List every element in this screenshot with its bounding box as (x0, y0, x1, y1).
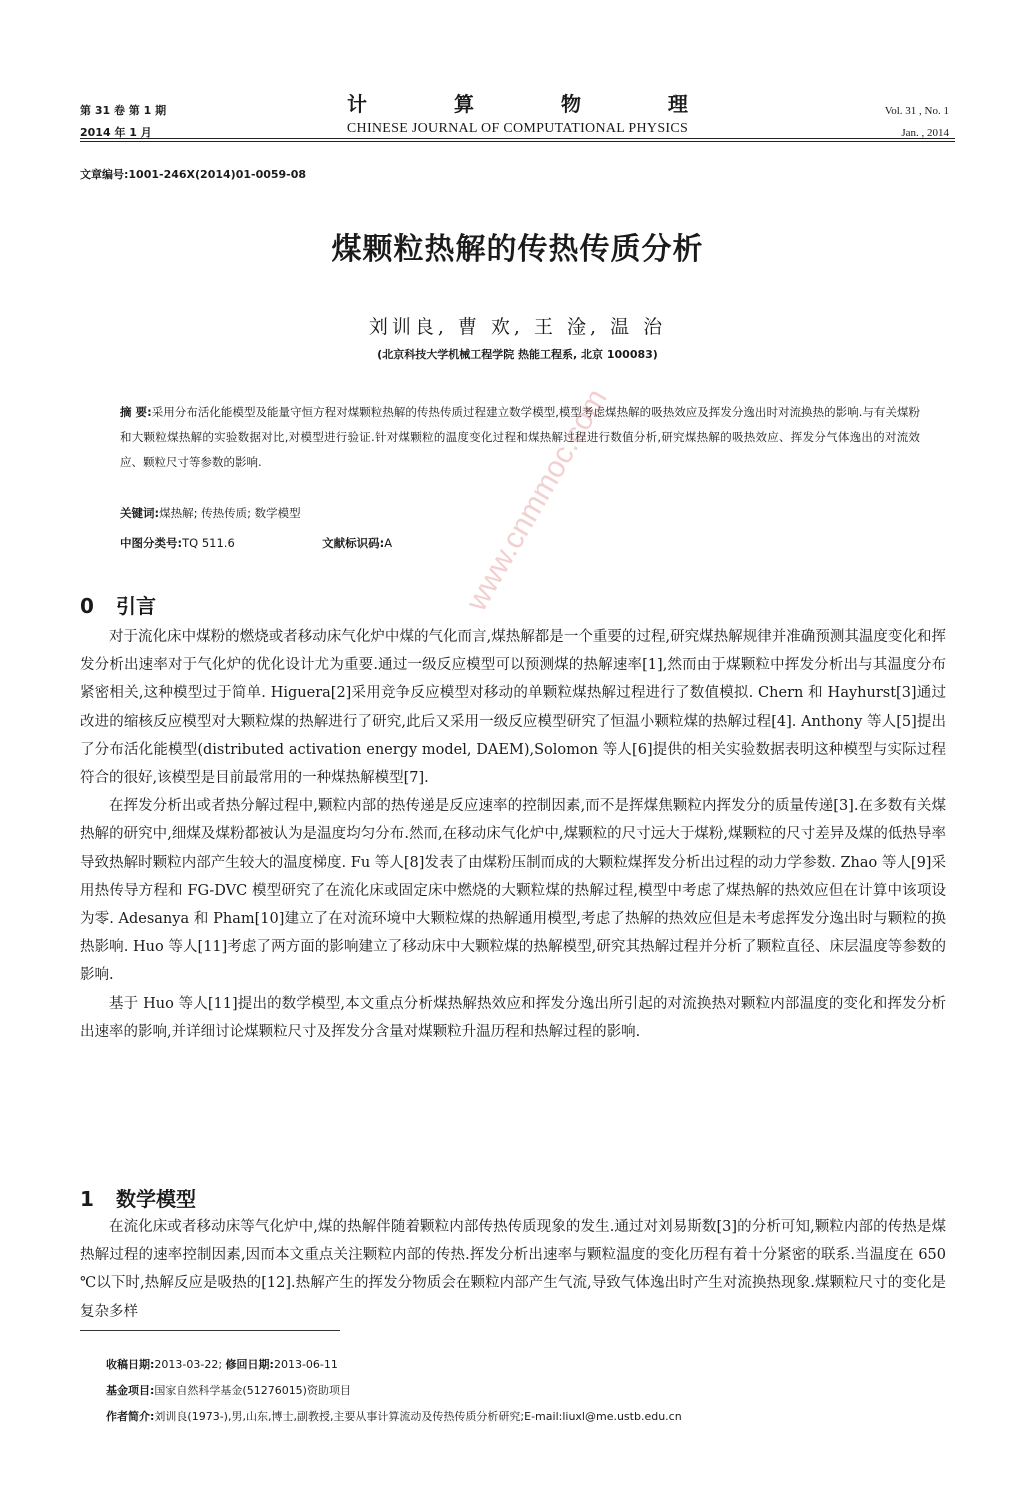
fund-label: 基金项目: (106, 1384, 155, 1397)
article-number: 文章编号:1001-246X(2014)01-0059-08 (80, 168, 307, 181)
received-date: 2013-03-22; (154, 1358, 226, 1371)
header-rule (80, 138, 955, 139)
section-heading-model (80, 1183, 196, 1212)
received-label: 收稿日期: (106, 1358, 155, 1371)
date-cn: 2014 年 1 月 (80, 126, 152, 139)
section-body-intro (80, 623, 946, 1046)
journal-header (0, 88, 1035, 137)
volume-cn: 第 31 卷 第 1 期 (80, 104, 167, 117)
paper-title: 煤颗粒热解的传热传质分析 (331, 232, 704, 267)
section-number: 1 (80, 1187, 94, 1211)
fund-value: 国家自然科学基金(51276015)资助项目 (154, 1384, 351, 1397)
abstract-label: 摘 要: (120, 405, 152, 419)
abstract-text: 采用分布活化能模型及能量守恒方程对煤颗粒热解的传热传质过程建立数学模型,模型考虑煤热解的吸热效应及挥发分逸出时对流换热的影响.与有关煤粉和大颗粒煤热解的实验数据对比,对模型进行验证.针对煤颗粒的温度变化过程和煤热解过程进行数值分析,研究煤热解的吸热效应、挥发分气体逸出的对流效应、颗粒尺寸等参数的影响. (120, 405, 920, 469)
bio-value: 刘训良(1973-),男,山东,博士,副教授,主要从事计算流动及传热传质分析研究;E-mail:liuxl@me.ustb.edu.cn (154, 1410, 682, 1423)
date-en: Jan. , 2014 (901, 127, 949, 139)
section-heading-intro (80, 590, 156, 619)
author-list: 刘训良, 曹 欢, 王 淦, 温 治 (368, 316, 667, 338)
classification-label: 中图分类号: (120, 536, 183, 550)
header-rule-thin (80, 141, 955, 142)
revised-label: 修回日期: (225, 1358, 274, 1371)
section-title: 引言 (116, 594, 156, 618)
volume-en: Vol. 31 , No. 1 (884, 105, 949, 117)
paragraph: 对于流化床中煤粉的燃烧或者移动床气化炉中煤的气化而言,煤热解都是一个重要的过程,研究煤热解规律并准确预测其温度变化和挥发分析出速率对于气化炉的优化设计尤为重要.通过一级反应模型可以预测煤的热解速率[1],然而由于煤颗粒中挥发分析出与其温度分布紧密相关,这种模型过于简单. Higuera[2]采用竞争反应模型对移动的单颗粒煤热解过程进行了数值模拟. Chern 和 Hayhurst[3]通过改进的缩核反应模型对大颗粒煤的热解进行了研究,此后又采用一级反应模型研究了恒温小颗粒煤的热解过程[4]. Anthony 等人[5]提出了分布活化能模型(distributed activation energy model, DAEM),Solomon 等人[6]提供的相关实验数据表明这种模型与实际过程符合的很好,该模型是目前最常用的一种煤热解模型[7]. (80, 629, 946, 787)
abstract (120, 400, 920, 475)
footnote-rule (80, 1330, 340, 1331)
journal-title-en: CHINESE JOURNAL OF COMPUTATIONAL PHYSICS (346, 121, 689, 136)
keywords-text: 煤热解; 传热传质; 数学模型 (159, 506, 301, 520)
section-title: 数学模型 (116, 1187, 196, 1211)
classification-value: TQ 511.6 (182, 536, 235, 550)
section-body-model (80, 1213, 946, 1326)
bio-label: 作者简介: (106, 1410, 155, 1423)
footnote-fund (106, 1378, 682, 1404)
watermark: www.cnmmoc.com (460, 383, 614, 617)
footnote-dates (106, 1352, 682, 1378)
paragraph: 在流化床或者移动床等气化炉中,煤的热解伴随着颗粒内部传热传质现象的发生.通过对刘易斯数[3]的分析可知,颗粒内部的传热是煤热解过程的速率控制因素,因而本文重点关注颗粒内部的传热.挥发分析出速率与颗粒温度的变化历程有着十分紧密的联系.当温度在 650 ℃以下时,热解反应是吸热的[12].热解产生的挥发分物质会在颗粒内部产生气流,导致气体逸出时产生对流换热现象.煤颗粒尺寸的变化是复杂多样 (80, 1219, 946, 1320)
doc-code-value: A (384, 536, 393, 550)
footnotes (106, 1352, 682, 1430)
journal-title-cn: 计 算 物 理 (347, 92, 728, 116)
section-number: 0 (80, 594, 94, 618)
footnote-bio (106, 1404, 682, 1430)
paragraph: 在挥发分析出或者热分解过程中,颗粒内部的热传递是反应速率的控制因素,而不是挥煤焦颗粒内挥发分的质量传递[3].在多数有关煤热解的研究中,细煤及煤粉都被认为是温度均匀分布.然而,在移动床气化炉中,煤颗粒的尺寸远大于煤粉,煤颗粒的尺寸差异及煤的低热导率导致热解时颗粒内部产生较大的温度梯度. Fu 等人[8]发表了由煤粉压制而成的大颗粒煤挥发分析出过程的动力学参数. Zhao 等人[9]采用热传导方程和 FG-DVC 模型研究了在流化床或固定床中燃烧的大颗粒煤的热解过程,模型中考虑了煤热解的热效应但在计算中该项设为零. Adesanya 和 Pham[10]建立了在对流环境中大颗粒煤的热解通用模型,考虑了热解的热效应但是未考虑挥发分逸出时与颗粒的换热影响. Huo 等人[11]考虑了两方面的影响建立了移动床中大颗粒煤的热解模型,研究其热解过程并分析了颗粒直径、床层温度等参数的影响. (80, 798, 946, 984)
doc-code-label: 文献标识码: (322, 536, 385, 550)
affiliation: (北京科技大学机械工程学院 热能工程系, 北京 100083) (377, 348, 658, 361)
keywords-label: 关键词: (120, 506, 160, 520)
revised-date: 2013-06-11 (273, 1358, 338, 1371)
paragraph: 基于 Huo 等人[11]提出的数学模型,本文重点分析煤热解热效应和挥发分逸出所引起的对流换热对颗粒内部温度的变化和挥发分析出速率的影响,并详细讨论煤颗粒尺寸及挥发分含量对煤颗粒升温历程和热解过程的影响. (80, 995, 946, 1040)
